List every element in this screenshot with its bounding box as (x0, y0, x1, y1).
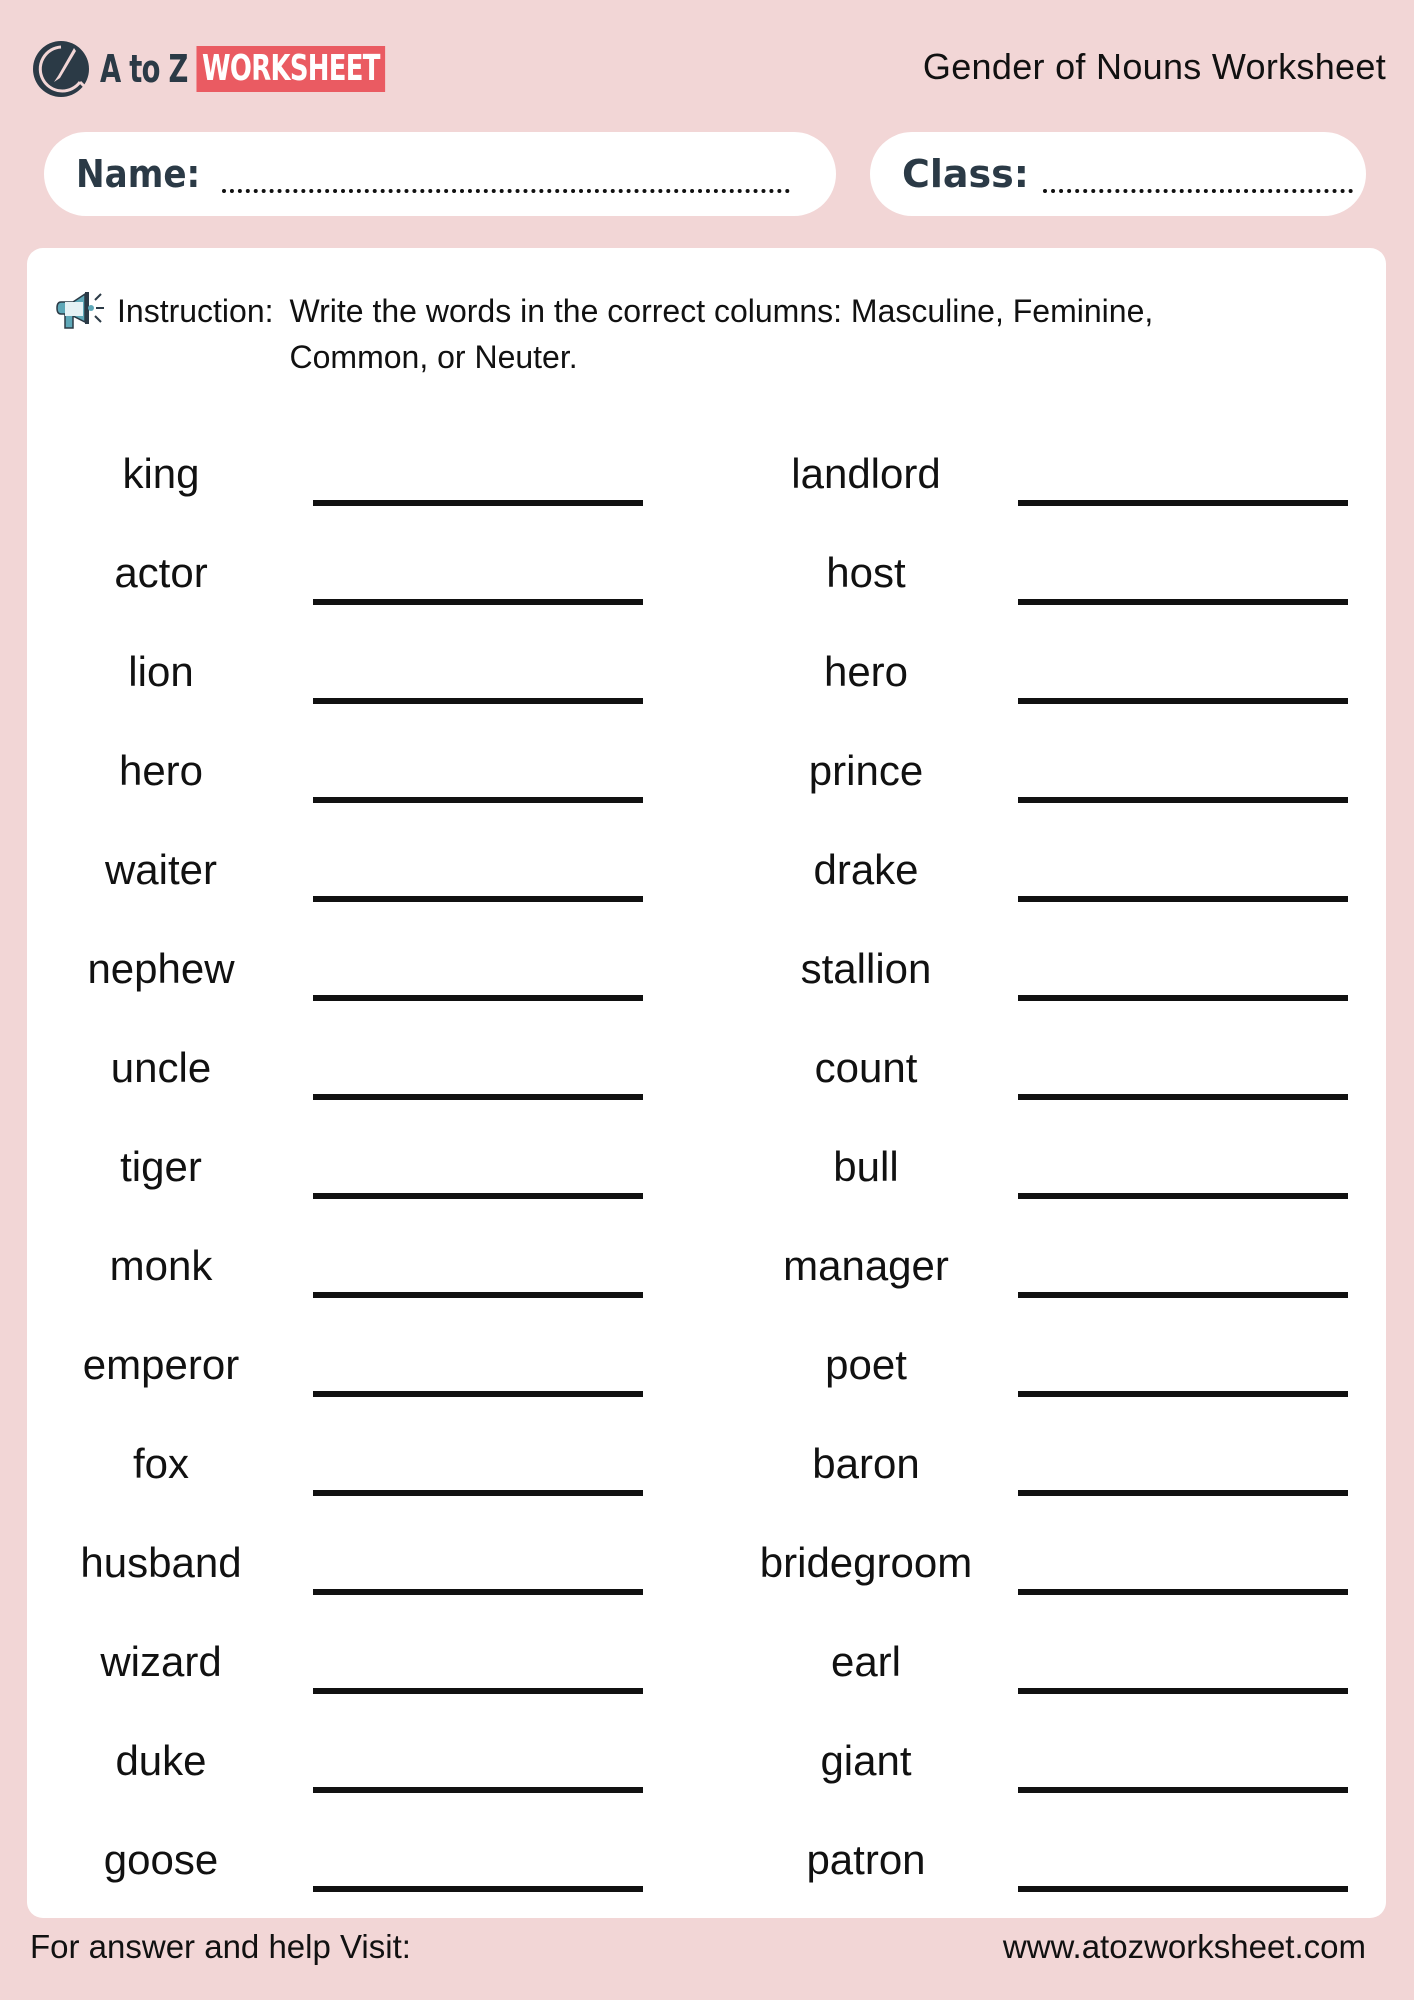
word-row (41, 444, 681, 504)
worksheet-card (27, 248, 1386, 1918)
word-row (746, 1434, 1386, 1494)
answer-blank-line[interactable] (1018, 995, 1348, 1001)
word-row (41, 1632, 681, 1692)
noun-word: giant (820, 1737, 912, 1784)
noun-word: uncle (110, 1044, 212, 1091)
pen-logo-icon (30, 38, 92, 100)
word-row (41, 543, 681, 603)
noun-word: landlord (791, 450, 941, 497)
noun-word: duke (115, 1737, 207, 1784)
answer-blank-line[interactable] (1018, 1391, 1348, 1397)
noun-word: emperor (82, 1341, 240, 1388)
word-row (746, 642, 1386, 702)
answer-blank-line[interactable] (313, 698, 643, 704)
word-row (746, 939, 1386, 999)
answer-blank-line[interactable] (313, 896, 643, 902)
noun-word: poet (825, 1341, 907, 1388)
answer-blank-line[interactable] (1018, 1193, 1348, 1199)
class-field[interactable] (870, 132, 1366, 216)
noun-word: host (826, 549, 906, 596)
answer-blank-line[interactable] (1018, 1589, 1348, 1595)
word-row (41, 840, 681, 900)
noun-word: fox (132, 1440, 190, 1487)
word-row (41, 1038, 681, 1098)
class-label: Class: (902, 152, 1029, 196)
noun-word: nephew (87, 945, 235, 992)
answer-blank-line[interactable] (1018, 896, 1348, 902)
answer-blank-line[interactable] (1018, 797, 1348, 803)
noun-word: actor (114, 549, 208, 596)
noun-word: bridegroom (759, 1539, 973, 1586)
word-row (41, 1731, 681, 1791)
name-field[interactable] (44, 132, 836, 216)
answer-blank-line[interactable] (1018, 500, 1348, 506)
footer-help-text: For answer and help Visit: (30, 1928, 411, 1965)
word-row (746, 1830, 1386, 1890)
answer-blank-line[interactable] (313, 1094, 643, 1100)
class-dotted-line[interactable] (1043, 173, 1353, 193)
word-row (746, 741, 1386, 801)
word-row (41, 1335, 681, 1395)
word-row (41, 1434, 681, 1494)
answer-blank-line[interactable] (313, 1589, 643, 1595)
name-dotted-line[interactable] (222, 173, 790, 193)
word-row (746, 444, 1386, 504)
word-row (746, 1632, 1386, 1692)
answer-blank-line[interactable] (313, 500, 643, 506)
word-row (41, 1533, 681, 1593)
noun-word: hero (823, 648, 909, 695)
answer-blank-line[interactable] (1018, 1688, 1348, 1694)
word-row (746, 840, 1386, 900)
instruction-text: Write the words in the correct columns: Masculine, Feminine, Common, or Neuter. (289, 293, 1154, 375)
noun-word: husband (80, 1539, 242, 1586)
answer-blank-line[interactable] (1018, 1292, 1348, 1298)
noun-word: earl (830, 1638, 902, 1685)
noun-word: patron (806, 1836, 926, 1883)
answer-blank-line[interactable] (313, 1292, 643, 1298)
noun-word: count (814, 1044, 918, 1091)
noun-word: king (122, 450, 200, 497)
word-row (41, 1137, 681, 1197)
logo (30, 38, 496, 100)
logo-text: A to Z (100, 47, 188, 91)
word-row (41, 741, 681, 801)
answer-blank-line[interactable] (1018, 698, 1348, 704)
answer-blank-line[interactable] (313, 1490, 643, 1496)
page-title: Gender of Nouns Worksheet (922, 46, 1386, 87)
answer-blank-line[interactable] (313, 797, 643, 803)
answer-blank-line[interactable] (313, 1787, 643, 1793)
noun-word: goose (103, 1836, 219, 1883)
noun-word: monk (109, 1242, 213, 1289)
noun-word: wizard (100, 1638, 222, 1685)
word-row (41, 1830, 681, 1890)
word-row (746, 1335, 1386, 1395)
word-row (746, 1731, 1386, 1791)
answer-blank-line[interactable] (313, 1886, 643, 1892)
noun-word: waiter (104, 846, 218, 893)
word-row (41, 939, 681, 999)
answer-blank-line[interactable] (1018, 1094, 1348, 1100)
footer-website-link[interactable]: www.atozworksheet.com (1002, 1928, 1366, 1965)
name-label: Name: (76, 152, 201, 196)
answer-blank-line[interactable] (1018, 1490, 1348, 1496)
answer-blank-line[interactable] (313, 599, 643, 605)
noun-word: bull (833, 1143, 899, 1190)
noun-word: tiger (120, 1143, 202, 1190)
noun-word: hero (118, 747, 204, 794)
answer-blank-line[interactable] (1018, 1886, 1348, 1892)
logo-badge: WORKSHEET (196, 46, 385, 92)
word-row (41, 642, 681, 702)
noun-word: prince (808, 747, 924, 794)
noun-word: drake (813, 846, 919, 893)
noun-word: baron (812, 1440, 920, 1487)
instruction-label: Instruction: (117, 293, 274, 329)
word-row (746, 1236, 1386, 1296)
megaphone-icon (55, 288, 107, 334)
answer-blank-line[interactable] (313, 995, 643, 1001)
answer-blank-line[interactable] (1018, 599, 1348, 605)
answer-blank-line[interactable] (313, 1688, 643, 1694)
noun-word: manager (783, 1242, 949, 1289)
word-row (746, 1533, 1386, 1593)
instruction (55, 288, 1355, 380)
answer-blank-line[interactable] (313, 1391, 643, 1397)
word-row (746, 1137, 1386, 1197)
answer-blank-line[interactable] (313, 1193, 643, 1199)
word-row (746, 1038, 1386, 1098)
noun-word: lion (128, 648, 194, 695)
answer-blank-line[interactable] (1018, 1787, 1348, 1793)
word-row (41, 1236, 681, 1296)
noun-word: stallion (800, 945, 932, 992)
word-row (746, 543, 1386, 603)
